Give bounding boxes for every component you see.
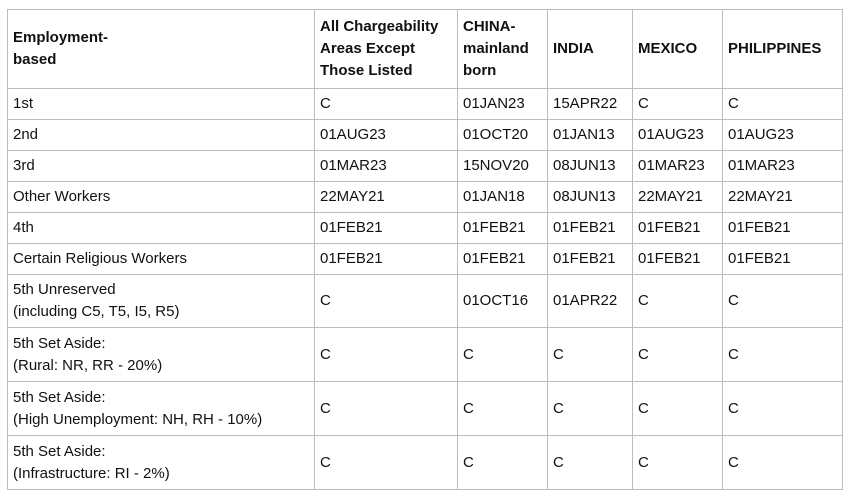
cell-india: 01FEB21 bbox=[548, 213, 633, 244]
row-category: Other Workers bbox=[8, 182, 315, 213]
cell-india: C bbox=[548, 328, 633, 382]
row-category: 5th Set Aside: (Rural: NR, RR - 20%) bbox=[8, 328, 315, 382]
cell-philippines: 01FEB21 bbox=[723, 244, 843, 275]
visa-bulletin-table bbox=[7, 9, 843, 490]
cell-philippines: C bbox=[723, 275, 843, 328]
cell-all-chargeability: 01AUG23 bbox=[315, 120, 458, 151]
cell-china: 01OCT20 bbox=[458, 120, 548, 151]
cell-philippines: C bbox=[723, 328, 843, 382]
cell-mexico: C bbox=[633, 436, 723, 490]
cell-mexico: 01FEB21 bbox=[633, 213, 723, 244]
table-row bbox=[8, 213, 843, 244]
cell-mexico: 01AUG23 bbox=[633, 120, 723, 151]
row-category: 2nd bbox=[8, 120, 315, 151]
cell-mexico: C bbox=[633, 89, 723, 120]
cell-india: 01APR22 bbox=[548, 275, 633, 328]
cell-all-chargeability: 01MAR23 bbox=[315, 151, 458, 182]
cell-philippines: C bbox=[723, 89, 843, 120]
table-row bbox=[8, 244, 843, 275]
cell-china: 15NOV20 bbox=[458, 151, 548, 182]
table-row bbox=[8, 151, 843, 182]
cell-mexico: C bbox=[633, 275, 723, 328]
cell-china: C bbox=[458, 382, 548, 436]
cell-china: 01OCT16 bbox=[458, 275, 548, 328]
header-india: INDIA bbox=[548, 10, 633, 89]
cell-mexico: C bbox=[633, 382, 723, 436]
header-china: CHINA- mainland born bbox=[458, 10, 548, 89]
cell-mexico: 22MAY21 bbox=[633, 182, 723, 213]
cell-china: 01FEB21 bbox=[458, 213, 548, 244]
header-philippines: PHILIPPINES bbox=[723, 10, 843, 89]
cell-mexico: C bbox=[633, 328, 723, 382]
row-category: 5th Set Aside: (Infrastructure: RI - 2%) bbox=[8, 436, 315, 490]
cell-all-chargeability: 01FEB21 bbox=[315, 213, 458, 244]
cell-india: 01JAN13 bbox=[548, 120, 633, 151]
table-row bbox=[8, 182, 843, 213]
cell-philippines: 01MAR23 bbox=[723, 151, 843, 182]
row-category: 4th bbox=[8, 213, 315, 244]
row-category: Certain Religious Workers bbox=[8, 244, 315, 275]
cell-mexico: 01MAR23 bbox=[633, 151, 723, 182]
cell-philippines: 01FEB21 bbox=[723, 213, 843, 244]
cell-all-chargeability: 01FEB21 bbox=[315, 244, 458, 275]
cell-all-chargeability: C bbox=[315, 436, 458, 490]
cell-all-chargeability: C bbox=[315, 328, 458, 382]
cell-mexico: 01FEB21 bbox=[633, 244, 723, 275]
cell-china: C bbox=[458, 436, 548, 490]
header-employment-based: Employment- based bbox=[8, 10, 315, 89]
cell-china: 01JAN18 bbox=[458, 182, 548, 213]
cell-philippines: C bbox=[723, 436, 843, 490]
header-row bbox=[8, 10, 843, 89]
cell-china: C bbox=[458, 328, 548, 382]
cell-india: 08JUN13 bbox=[548, 151, 633, 182]
cell-india: 01FEB21 bbox=[548, 244, 633, 275]
cell-all-chargeability: C bbox=[315, 382, 458, 436]
cell-all-chargeability: C bbox=[315, 275, 458, 328]
cell-india: 08JUN13 bbox=[548, 182, 633, 213]
cell-india: C bbox=[548, 382, 633, 436]
row-category: 1st bbox=[8, 89, 315, 120]
cell-india: 15APR22 bbox=[548, 89, 633, 120]
table-row bbox=[8, 120, 843, 151]
cell-all-chargeability: 22MAY21 bbox=[315, 182, 458, 213]
table-row bbox=[8, 275, 843, 328]
cell-all-chargeability: C bbox=[315, 89, 458, 120]
table-row bbox=[8, 89, 843, 120]
row-category: 3rd bbox=[8, 151, 315, 182]
cell-china: 01JAN23 bbox=[458, 89, 548, 120]
cell-india: C bbox=[548, 436, 633, 490]
header-all-chargeability: All Chargeability Areas Except Those Listed bbox=[315, 10, 458, 89]
table-row bbox=[8, 382, 843, 436]
header-mexico: MEXICO bbox=[633, 10, 723, 89]
row-category: 5th Unreserved (including C5, T5, I5, R5) bbox=[8, 275, 315, 328]
cell-philippines: 22MAY21 bbox=[723, 182, 843, 213]
table-row bbox=[8, 328, 843, 382]
row-category: 5th Set Aside: (High Unemployment: NH, RH - 10%) bbox=[8, 382, 315, 436]
cell-philippines: 01AUG23 bbox=[723, 120, 843, 151]
cell-philippines: C bbox=[723, 382, 843, 436]
cell-china: 01FEB21 bbox=[458, 244, 548, 275]
table-row bbox=[8, 436, 843, 490]
